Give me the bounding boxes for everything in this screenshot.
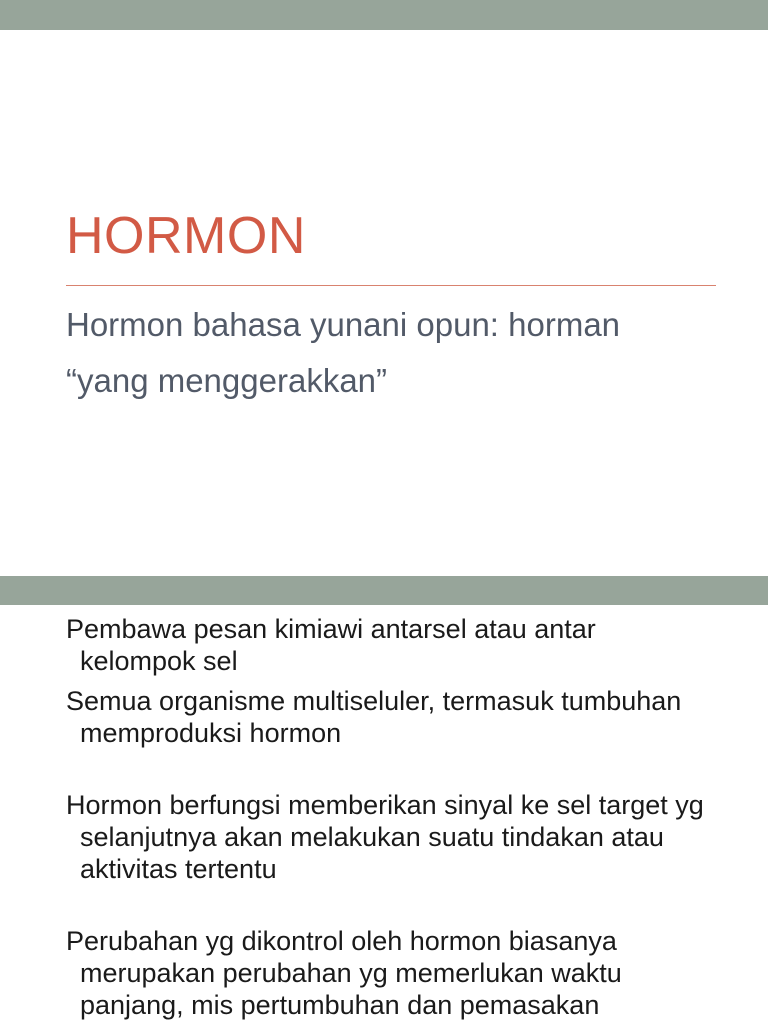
slide-divider-band (0, 576, 768, 605)
bullet-item: Perubahan yg dikontrol oleh hormon biasanya merupakan perubahan yg memerlukan waktu panjang, mis pertumbuhan dan pemasakan (66, 926, 622, 1020)
slide-subtitle (66, 304, 706, 416)
top-band (0, 0, 768, 30)
subtitle-line-1: Hormon bahasa yunani opun: horman (66, 306, 621, 343)
subtitle-line-2: “yang menggerakkan” (66, 362, 388, 399)
bullet-item: Hormon berfungsi memberikan sinyal ke sel target yg selanjutnya akan melakukan suatu tindakan atau aktivitas tertentu (66, 790, 704, 884)
title-underline (66, 285, 716, 286)
bullet-item: Pembawa pesan kimiawi antarsel atau antar kelompok sel (66, 614, 596, 676)
bullet-item: Semua organisme multiseluler, termasuk tumbuhan memproduksi hormon (66, 686, 682, 748)
slide-title-section (0, 30, 768, 576)
bullet-list (66, 613, 706, 1021)
slide-title: HORMON (66, 207, 306, 265)
slide-content-section (0, 605, 768, 1024)
